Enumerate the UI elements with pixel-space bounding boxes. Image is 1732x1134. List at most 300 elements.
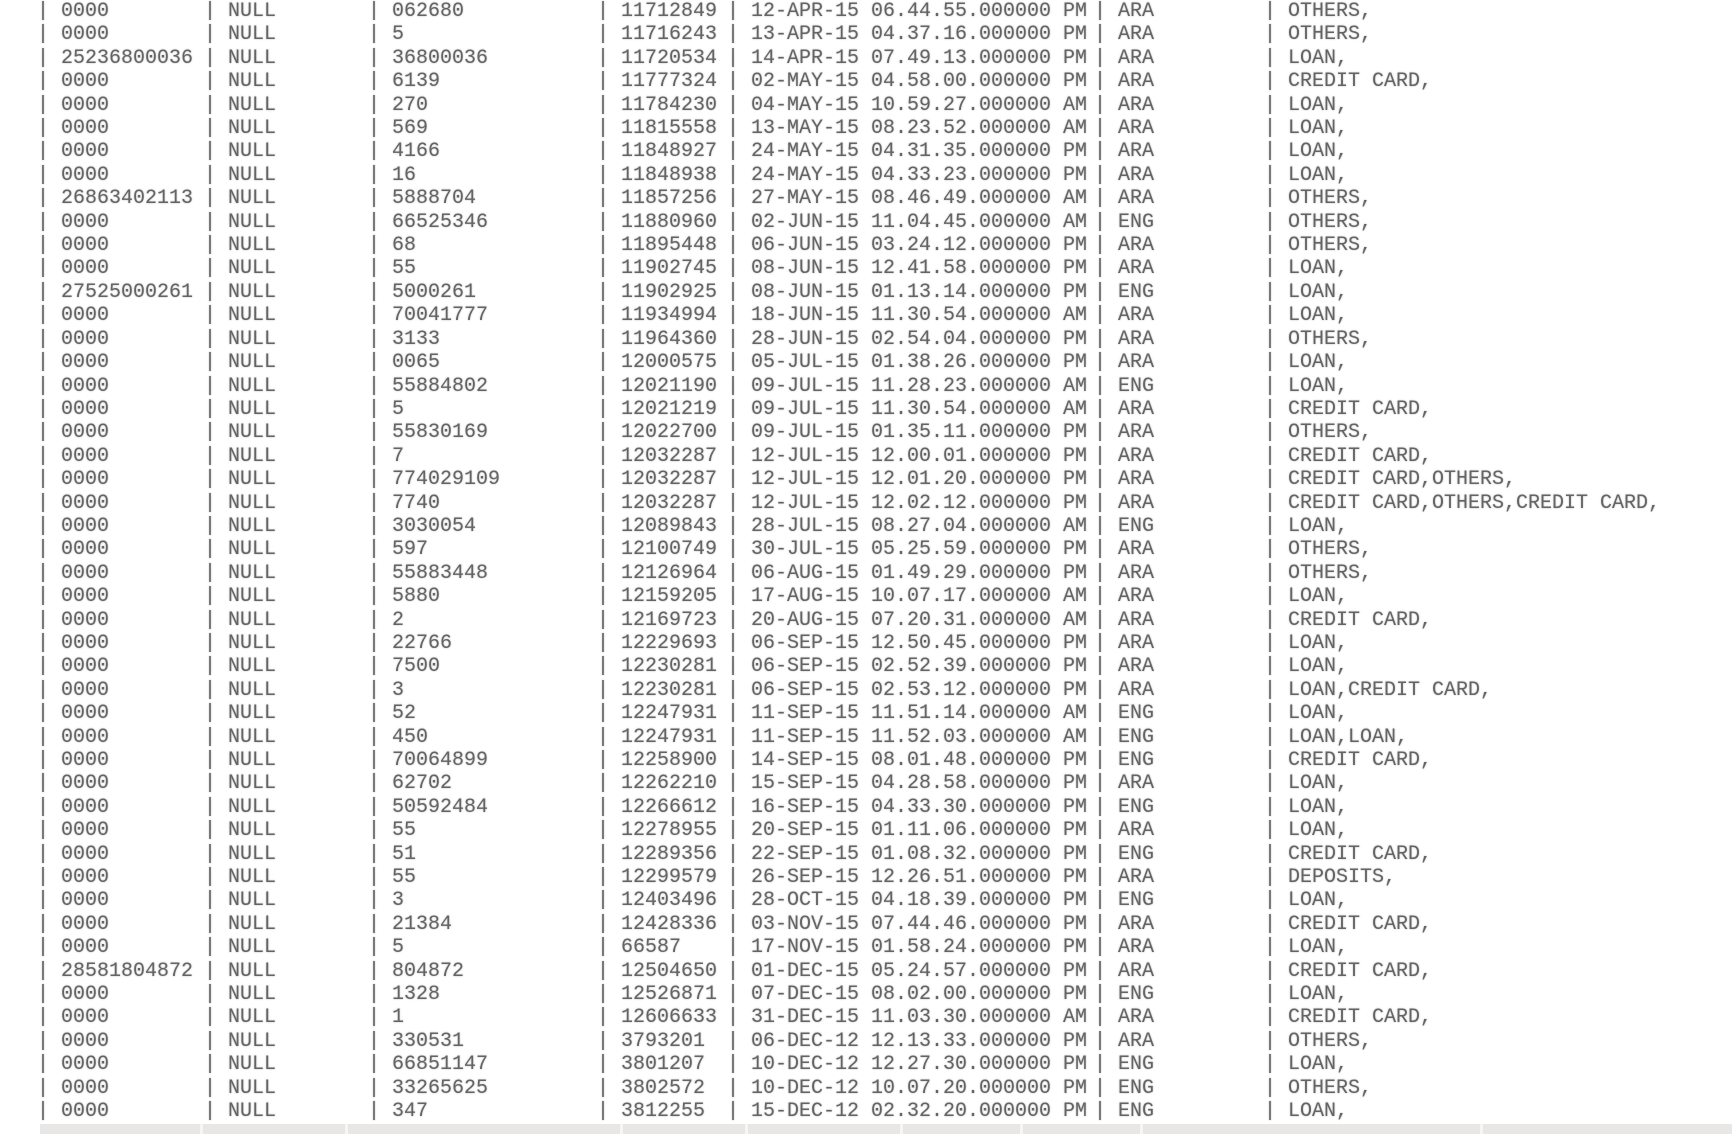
- cell-null-value: | NULL: [204, 819, 277, 843]
- cell-record-id: | 12504650: [597, 959, 718, 983]
- cell-language-code: | ENG: [1094, 374, 1155, 398]
- cell-category-list: | LOAN,: [1264, 280, 1349, 304]
- cell-category-list: | LOAN,: [1264, 983, 1349, 1007]
- bottom-cropped-band: [40, 1124, 1732, 1134]
- cell-category-list: | CREDIT CARD,: [1264, 842, 1433, 866]
- table-row: [0, 304, 1732, 327]
- cell-record-id: | 12100749: [597, 538, 718, 562]
- cell-record-id: | 11934994: [597, 304, 718, 328]
- table-row: [0, 164, 1732, 187]
- cell-reference-number: | 597: [368, 538, 429, 562]
- cell-timestamp: | 15-DEC-12 02.32.20.000000 PM: [727, 1100, 1088, 1124]
- cell-account-number: | 0000: [37, 140, 110, 164]
- cell-account-number: | 0000: [37, 23, 110, 47]
- table-row: [0, 140, 1732, 163]
- cell-category-list: | LOAN,: [1264, 374, 1349, 398]
- cell-timestamp: | 12-JUL-15 12.01.20.000000 PM: [727, 468, 1088, 492]
- table-row: [0, 1006, 1732, 1029]
- table-row: [0, 187, 1732, 210]
- cell-record-id: | 12266612: [597, 795, 718, 819]
- cell-account-number: | 0000: [37, 631, 110, 655]
- cell-category-list: | OTHERS,: [1264, 1076, 1373, 1100]
- cell-null-value: | NULL: [204, 1100, 277, 1124]
- cell-null-value: | NULL: [204, 749, 277, 772]
- table-row: [0, 351, 1732, 374]
- table-row: [0, 375, 1732, 398]
- cell-timestamp: | 11-SEP-15 11.51.14.000000 AM: [727, 702, 1088, 726]
- table-row: [0, 960, 1732, 983]
- table-row: [0, 796, 1732, 819]
- cell-category-list: | LOAN,CREDIT CARD,: [1264, 678, 1493, 702]
- cell-category-list: | CREDIT CARD,: [1264, 912, 1433, 936]
- cell-record-id: | 12089843: [597, 514, 718, 538]
- cell-reference-number: | 70041777: [368, 304, 489, 328]
- cell-account-number: | 0000: [37, 514, 110, 538]
- cell-record-id: | 12230281: [597, 678, 718, 702]
- cell-timestamp: | 30-JUL-15 05.25.59.000000 PM: [727, 538, 1088, 562]
- cell-language-code: | ENG: [1094, 1053, 1155, 1077]
- cell-reference-number: | 774029109: [368, 468, 501, 492]
- table-row: [0, 679, 1732, 702]
- cell-timestamp: | 20-SEP-15 01.11.06.000000 PM: [727, 819, 1088, 843]
- cell-reference-number: | 3: [368, 678, 405, 702]
- cell-language-code: | ARA: [1094, 631, 1155, 655]
- cell-category-list: | CREDIT CARD,: [1264, 608, 1433, 632]
- cell-language-code: | ENG: [1094, 725, 1155, 749]
- cell-reference-number: | 347: [368, 1100, 429, 1124]
- cell-language-code: | ARA: [1094, 655, 1155, 679]
- cell-reference-number: | 7740: [368, 491, 441, 515]
- cell-null-value: | NULL: [204, 421, 277, 445]
- cell-timestamp: | 31-DEC-15 11.03.30.000000 AM: [727, 1006, 1088, 1030]
- cell-language-code: | ARA: [1094, 538, 1155, 562]
- cell-record-id: | 3801207: [597, 1053, 706, 1077]
- cell-null-value: | NULL: [204, 280, 277, 304]
- cell-account-number: | 0000: [37, 936, 110, 960]
- cell-language-code: | ARA: [1094, 257, 1155, 281]
- cell-record-id: | 12229693: [597, 631, 718, 655]
- cell-account-number: | 0000: [37, 1029, 110, 1053]
- cell-reference-number: | 7500: [368, 655, 441, 679]
- cell-account-number: | 0000: [37, 1006, 110, 1030]
- cell-null-value: | NULL: [204, 23, 277, 47]
- cell-category-list: | CREDIT CARD,: [1264, 397, 1433, 421]
- cell-category-list: | CREDIT CARD,: [1264, 1006, 1433, 1030]
- band-divider: [1140, 1124, 1143, 1134]
- cell-category-list: | LOAN,: [1264, 585, 1349, 609]
- cell-account-number: | 0000: [37, 538, 110, 562]
- cell-category-list: | LOAN,: [1264, 819, 1349, 843]
- cell-record-id: | 11857256: [597, 187, 718, 211]
- cell-record-id: | 12032287: [597, 491, 718, 515]
- cell-language-code: | ARA: [1094, 585, 1155, 609]
- cell-account-number: | 0000: [37, 866, 110, 890]
- cell-reference-number: | 2: [368, 608, 405, 632]
- cell-timestamp: | 13-APR-15 04.37.16.000000 PM: [727, 23, 1088, 47]
- table-row: [0, 398, 1732, 421]
- cell-record-id: | 11964360: [597, 327, 718, 351]
- cell-account-number: | 0000: [37, 1053, 110, 1077]
- cell-reference-number: | 52: [368, 702, 417, 726]
- cell-reference-number: | 36800036: [368, 46, 489, 70]
- cell-account-number: | 0000: [37, 655, 110, 679]
- cell-category-list: | LOAN,: [1264, 351, 1349, 375]
- cell-null-value: | NULL: [204, 117, 277, 141]
- cell-record-id: | 12169723: [597, 608, 718, 632]
- cell-timestamp: | 02-JUN-15 11.04.45.000000 AM: [727, 210, 1088, 234]
- cell-language-code: | ARA: [1094, 397, 1155, 421]
- cell-account-number: | 0000: [37, 889, 110, 913]
- cell-account-number: | 0000: [37, 327, 110, 351]
- cell-timestamp: | 28-OCT-15 04.18.39.000000 PM: [727, 889, 1088, 913]
- table-row: [0, 445, 1732, 468]
- cell-account-number: | 0000: [37, 912, 110, 936]
- cell-account-number: | 0000: [37, 842, 110, 866]
- table-row: [0, 1053, 1732, 1076]
- cell-timestamp: | 28-JUL-15 08.27.04.000000 AM: [727, 514, 1088, 538]
- cell-language-code: | ARA: [1094, 819, 1155, 843]
- cell-reference-number: | 16: [368, 163, 417, 187]
- cell-category-list: | LOAN,: [1264, 655, 1349, 679]
- table-row: [0, 819, 1732, 842]
- cell-timestamp: | 17-AUG-15 10.07.17.000000 AM: [727, 585, 1088, 609]
- cell-category-list: | LOAN,: [1264, 304, 1349, 328]
- cell-null-value: | NULL: [204, 725, 277, 749]
- cell-account-number: | 0000: [37, 468, 110, 492]
- cell-account-number: | 0000: [37, 117, 110, 141]
- cell-record-id: | 12022700: [597, 421, 718, 445]
- cell-reference-number: | 569: [368, 117, 429, 141]
- cell-timestamp: | 12-APR-15 06.44.55.000000 PM: [727, 0, 1088, 23]
- table-row: [0, 281, 1732, 304]
- cell-timestamp: | 08-JUN-15 01.13.14.000000 PM: [727, 280, 1088, 304]
- cell-timestamp: | 06-SEP-15 12.50.45.000000 PM: [727, 631, 1088, 655]
- cell-language-code: | ENG: [1094, 749, 1155, 772]
- cell-language-code: | ENG: [1094, 1076, 1155, 1100]
- cell-null-value: | NULL: [204, 0, 277, 23]
- cell-account-number: | 0000: [37, 304, 110, 328]
- cell-category-list: | OTHERS,: [1264, 538, 1373, 562]
- cell-category-list: | OTHERS,: [1264, 234, 1373, 258]
- cell-record-id: | 66587: [597, 936, 682, 960]
- cell-reference-number: | 68: [368, 234, 417, 258]
- cell-language-code: | ENG: [1094, 983, 1155, 1007]
- cell-category-list: | CREDIT CARD,: [1264, 70, 1433, 94]
- cell-timestamp: | 06-JUN-15 03.24.12.000000 PM: [727, 234, 1088, 258]
- cell-account-number: | 0000: [37, 983, 110, 1007]
- cell-record-id: | 11712849: [597, 0, 718, 23]
- cell-reference-number: | 66525346: [368, 210, 489, 234]
- cell-record-id: | 12032287: [597, 468, 718, 492]
- cell-timestamp: | 08-JUN-15 12.41.58.000000 PM: [727, 257, 1088, 281]
- cell-timestamp: | 01-DEC-15 05.24.57.000000 PM: [727, 959, 1088, 983]
- table-row: [0, 234, 1732, 257]
- cell-reference-number: | 55: [368, 819, 417, 843]
- cell-language-code: | ARA: [1094, 772, 1155, 796]
- table-row: [0, 609, 1732, 632]
- cell-record-id: | 12278955: [597, 819, 718, 843]
- cell-language-code: | ENG: [1094, 514, 1155, 538]
- cell-timestamp: | 06-SEP-15 02.53.12.000000 PM: [727, 678, 1088, 702]
- cell-language-code: | ARA: [1094, 23, 1155, 47]
- cell-null-value: | NULL: [204, 585, 277, 609]
- cell-null-value: | NULL: [204, 1053, 277, 1077]
- cell-account-number: | 0000: [37, 421, 110, 445]
- cell-null-value: | NULL: [204, 444, 277, 468]
- band-divider: [1480, 1124, 1483, 1134]
- cell-language-code: | ARA: [1094, 0, 1155, 23]
- cell-category-list: | LOAN,: [1264, 631, 1349, 655]
- cell-null-value: | NULL: [204, 702, 277, 726]
- cell-account-number: | 0000: [37, 397, 110, 421]
- table-row: [0, 328, 1732, 351]
- cell-reference-number: | 804872: [368, 959, 465, 983]
- cell-category-list: | CREDIT CARD,: [1264, 444, 1433, 468]
- cell-timestamp: | 12-JUL-15 12.00.01.000000 PM: [727, 444, 1088, 468]
- cell-record-id: | 12247931: [597, 725, 718, 749]
- cell-timestamp: | 12-JUL-15 12.02.12.000000 PM: [727, 491, 1088, 515]
- cell-account-number: | 0000: [37, 163, 110, 187]
- cell-account-number: | 0000: [37, 608, 110, 632]
- cell-null-value: | NULL: [204, 140, 277, 164]
- cell-category-list: | OTHERS,: [1264, 561, 1373, 585]
- cell-reference-number: | 55883448: [368, 561, 489, 585]
- cell-reference-number: | 33265625: [368, 1076, 489, 1100]
- table-row: [0, 211, 1732, 234]
- cell-null-value: | NULL: [204, 327, 277, 351]
- cell-null-value: | NULL: [204, 187, 277, 211]
- cell-reference-number: | 62702: [368, 772, 453, 796]
- cell-null-value: | NULL: [204, 912, 277, 936]
- cell-timestamp: | 11-SEP-15 11.52.03.000000 AM: [727, 725, 1088, 749]
- cell-language-code: | ARA: [1094, 866, 1155, 890]
- cell-record-id: | 3812255: [597, 1100, 706, 1124]
- table-row: [0, 94, 1732, 117]
- cell-reference-number: | 5888704: [368, 187, 477, 211]
- cell-category-list: | OTHERS,: [1264, 23, 1373, 47]
- cell-timestamp: | 15-SEP-15 04.28.58.000000 PM: [727, 772, 1088, 796]
- table-row: [0, 655, 1732, 678]
- cell-category-list: | DEPOSITS,: [1264, 866, 1397, 890]
- cell-null-value: | NULL: [204, 514, 277, 538]
- cell-category-list: | CREDIT CARD,OTHERS,: [1264, 468, 1517, 492]
- cell-language-code: | ARA: [1094, 163, 1155, 187]
- cell-record-id: | 12159205: [597, 585, 718, 609]
- cell-language-code: | ARA: [1094, 912, 1155, 936]
- cell-account-number: | 0000: [37, 234, 110, 258]
- cell-category-list: | LOAN,LOAN,: [1264, 725, 1409, 749]
- cell-record-id: | 12126964: [597, 561, 718, 585]
- cell-account-number: | 0000: [37, 93, 110, 117]
- cell-record-id: | 12403496: [597, 889, 718, 913]
- cell-language-code: | ENG: [1094, 1100, 1155, 1124]
- cell-null-value: | NULL: [204, 1006, 277, 1030]
- cell-category-list: | LOAN,: [1264, 140, 1349, 164]
- band-divider: [1020, 1124, 1023, 1134]
- cell-null-value: | NULL: [204, 866, 277, 890]
- cell-reference-number: | 3030054: [368, 514, 477, 538]
- cell-account-number: | 0000: [37, 1100, 110, 1124]
- band-divider: [345, 1124, 348, 1134]
- cell-null-value: | NULL: [204, 46, 277, 70]
- cell-timestamp: | 04-MAY-15 10.59.27.000000 AM: [727, 93, 1088, 117]
- cell-timestamp: | 07-DEC-15 08.02.00.000000 PM: [727, 983, 1088, 1007]
- cell-timestamp: | 26-SEP-15 12.26.51.000000 PM: [727, 866, 1088, 890]
- cell-timestamp: | 14-APR-15 07.49.13.000000 PM: [727, 46, 1088, 70]
- cell-category-list: | OTHERS,: [1264, 0, 1373, 23]
- cell-reference-number: | 66851147: [368, 1053, 489, 1077]
- cell-category-list: | LOAN,: [1264, 702, 1349, 726]
- table-row: [0, 936, 1732, 959]
- table-row: [0, 772, 1732, 795]
- cell-language-code: | ARA: [1094, 444, 1155, 468]
- cell-account-number: | 28581804872: [37, 959, 194, 983]
- cell-account-number: | 0000: [37, 210, 110, 234]
- cell-reference-number: | 4166: [368, 140, 441, 164]
- cell-account-number: | 0000: [37, 257, 110, 281]
- cell-account-number: | 0000: [37, 725, 110, 749]
- table-row: [0, 843, 1732, 866]
- cell-record-id: | 12230281: [597, 655, 718, 679]
- cell-language-code: | ARA: [1094, 421, 1155, 445]
- cell-reference-number: | 330531: [368, 1029, 465, 1053]
- cell-category-list: | LOAN,: [1264, 117, 1349, 141]
- cell-language-code: | ARA: [1094, 351, 1155, 375]
- cell-record-id: | 12021190: [597, 374, 718, 398]
- cell-reference-number: | 22766: [368, 631, 453, 655]
- cell-null-value: | NULL: [204, 795, 277, 819]
- table-row: [0, 515, 1732, 538]
- cell-timestamp: | 06-DEC-12 12.13.33.000000 PM: [727, 1029, 1088, 1053]
- table-row: [0, 585, 1732, 608]
- cell-record-id: | 11777324: [597, 70, 718, 94]
- cell-null-value: | NULL: [204, 70, 277, 94]
- cell-language-code: | ENG: [1094, 280, 1155, 304]
- cell-language-code: | ARA: [1094, 1006, 1155, 1030]
- cell-language-code: | ARA: [1094, 1029, 1155, 1053]
- cell-category-list: | CREDIT CARD,OTHERS,CREDIT CARD,: [1264, 491, 1661, 515]
- cell-reference-number: | 55: [368, 257, 417, 281]
- cell-timestamp: | 20-AUG-15 07.20.31.000000 AM: [727, 608, 1088, 632]
- table-row: [0, 702, 1732, 725]
- cell-null-value: | NULL: [204, 959, 277, 983]
- cell-null-value: | NULL: [204, 678, 277, 702]
- cell-account-number: | 0000: [37, 491, 110, 515]
- cell-language-code: | ENG: [1094, 795, 1155, 819]
- table-row: [0, 562, 1732, 585]
- cell-record-id: | 12021219: [597, 397, 718, 421]
- band-divider: [620, 1124, 623, 1134]
- cell-null-value: | NULL: [204, 1029, 277, 1053]
- cell-null-value: | NULL: [204, 983, 277, 1007]
- cell-record-id: | 12032287: [597, 444, 718, 468]
- cell-null-value: | NULL: [204, 210, 277, 234]
- cell-timestamp: | 09-JUL-15 11.30.54.000000 AM: [727, 397, 1088, 421]
- cell-category-list: | LOAN,: [1264, 1053, 1349, 1077]
- table-row: [0, 983, 1732, 1006]
- cell-language-code: | ARA: [1094, 608, 1155, 632]
- cell-language-code: | ARA: [1094, 678, 1155, 702]
- cell-null-value: | NULL: [204, 608, 277, 632]
- cell-timestamp: | 16-SEP-15 04.33.30.000000 PM: [727, 795, 1088, 819]
- cell-record-id: | 12262210: [597, 772, 718, 796]
- cell-reference-number: | 55830169: [368, 421, 489, 445]
- cell-record-id: | 11716243: [597, 23, 718, 47]
- cell-reference-number: | 5: [368, 936, 405, 960]
- cell-account-number: | 27525000261: [37, 280, 194, 304]
- cell-timestamp: | 24-MAY-15 04.31.35.000000 PM: [727, 140, 1088, 164]
- cell-account-number: | 0000: [37, 0, 110, 23]
- cell-null-value: | NULL: [204, 538, 277, 562]
- cell-null-value: | NULL: [204, 842, 277, 866]
- cell-language-code: | ARA: [1094, 491, 1155, 515]
- cell-timestamp: | 17-NOV-15 01.58.24.000000 PM: [727, 936, 1088, 960]
- cell-null-value: | NULL: [204, 889, 277, 913]
- cell-record-id: | 3793201: [597, 1029, 706, 1053]
- cell-record-id: | 12606633: [597, 1006, 718, 1030]
- cell-reference-number: | 6139: [368, 70, 441, 94]
- cell-category-list: | OTHERS,: [1264, 327, 1373, 351]
- cell-null-value: | NULL: [204, 631, 277, 655]
- cell-language-code: | ARA: [1094, 327, 1155, 351]
- cell-language-code: | ARA: [1094, 304, 1155, 328]
- table-row: [0, 538, 1732, 561]
- cell-language-code: | ARA: [1094, 959, 1155, 983]
- cell-reference-number: | 0065: [368, 351, 441, 375]
- cell-reference-number: | 5880: [368, 585, 441, 609]
- table-row: [0, 1100, 1732, 1123]
- cell-reference-number: | 3: [368, 889, 405, 913]
- table-row: [0, 1077, 1732, 1100]
- cell-category-list: | LOAN,: [1264, 514, 1349, 538]
- cell-timestamp: | 05-JUL-15 01.38.26.000000 PM: [727, 351, 1088, 375]
- cell-reference-number: | 5000261: [368, 280, 477, 304]
- cell-language-code: | ARA: [1094, 561, 1155, 585]
- cell-language-code: | ARA: [1094, 234, 1155, 258]
- cell-account-number: | 0000: [37, 1076, 110, 1100]
- cell-record-id: | 11880960: [597, 210, 718, 234]
- cell-record-id: | 11784230: [597, 93, 718, 117]
- cell-timestamp: | 10-DEC-12 10.07.20.000000 PM: [727, 1076, 1088, 1100]
- cell-category-list: | LOAN,: [1264, 795, 1349, 819]
- cell-timestamp: | 22-SEP-15 01.08.32.000000 PM: [727, 842, 1088, 866]
- cell-null-value: | NULL: [204, 93, 277, 117]
- cell-reference-number: | 55: [368, 866, 417, 890]
- cell-language-code: | ENG: [1094, 889, 1155, 913]
- cell-timestamp: | 14-SEP-15 08.01.48.000000 PM: [727, 749, 1088, 772]
- cell-category-list: | LOAN,: [1264, 93, 1349, 117]
- cell-reference-number: | 55884802: [368, 374, 489, 398]
- cell-timestamp: | 09-JUL-15 11.28.23.000000 AM: [727, 374, 1088, 398]
- table-row: [0, 749, 1732, 772]
- cell-timestamp: | 28-JUN-15 02.54.04.000000 PM: [727, 327, 1088, 351]
- cell-null-value: | NULL: [204, 491, 277, 515]
- cell-null-value: | NULL: [204, 163, 277, 187]
- cell-language-code: | ARA: [1094, 187, 1155, 211]
- cell-record-id: | 12428336: [597, 912, 718, 936]
- cell-timestamp: | 02-MAY-15 04.58.00.000000 PM: [727, 70, 1088, 94]
- cell-record-id: | 11902925: [597, 280, 718, 304]
- cell-category-list: | OTHERS,: [1264, 421, 1373, 445]
- table-row: [0, 257, 1732, 280]
- cell-record-id: | 12299579: [597, 866, 718, 890]
- cell-category-list: | OTHERS,: [1264, 1029, 1373, 1053]
- cell-null-value: | NULL: [204, 772, 277, 796]
- cell-null-value: | NULL: [204, 561, 277, 585]
- cell-reference-number: | 7: [368, 444, 405, 468]
- table-row: [0, 632, 1732, 655]
- table-row: [0, 117, 1732, 140]
